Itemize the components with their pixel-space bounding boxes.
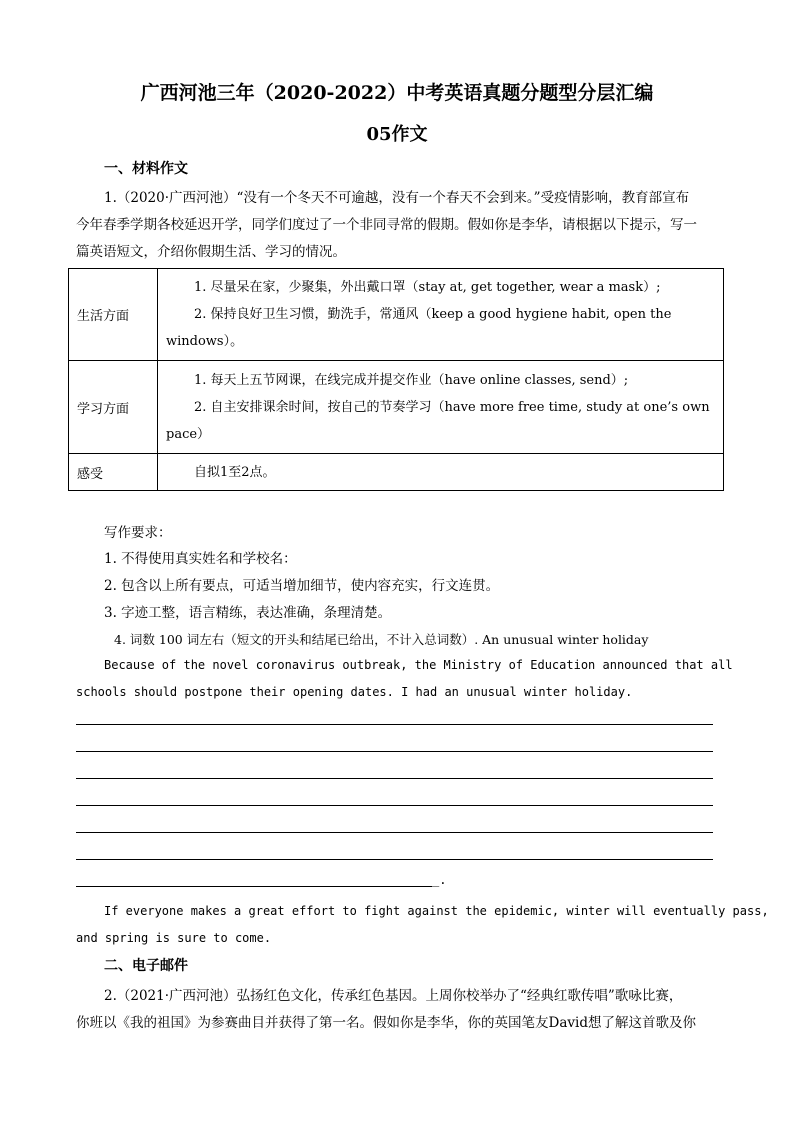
requirements-title: 写作要求： [104, 525, 172, 541]
q1-line1: 1.（2020·广西河池）“没有一个冬天不可逾越，没有一个春天不会到来。”受疫情影响，教育部宣布 [104, 190, 690, 206]
answer-line[interactable] [76, 832, 713, 833]
answer-line[interactable] [76, 778, 713, 779]
document-subtitle: 05作文 [366, 124, 428, 145]
row-line: windows）。 [166, 334, 244, 349]
section1-heading: 一、材料作文 [104, 161, 188, 177]
row-line: 2. 保持良好卫生习惯，勤洗手，常通风（keep a good hygiene habit, open the [194, 307, 672, 322]
answer-line[interactable] [76, 805, 713, 806]
document-title: 广西河池三年（2020-2022）中考英语真题分题型分层汇编 [140, 82, 654, 104]
row-label: 学习方面 [69, 361, 158, 454]
q1-line2: 今年春季学期各校延迟开学，同学们度过了一个非同寻常的假期。假如你是李华，请根据以下提示，写一 [76, 217, 697, 233]
answer-line[interactable] [76, 751, 713, 752]
essay-start-line2: schools should postpone their opening dates. I had an unusual winter holiday. [76, 685, 633, 699]
table-row [69, 454, 724, 491]
essay-end-line1: If everyone makes a great effort to fight against the epidemic, winter will eventually pass, [104, 904, 769, 918]
row-line: 自拟1至2点。 [194, 464, 276, 480]
answer-line[interactable] [76, 859, 713, 860]
requirement-4: 4. 词数 100 词左右（短文的开头和结尾已给出，不计入总词数）. An unusual winter holiday [114, 632, 649, 647]
row-line: 1. 每天上五节网课，在线完成并提交作业（have online classes, send）; [194, 372, 629, 388]
table-row [69, 269, 724, 361]
row-label: 生活方面 [69, 269, 158, 361]
row-content [158, 361, 724, 454]
essay-end-line2: and spring is sure to come. [76, 931, 272, 945]
q1-line3: 篇英语短文，介绍你假期生活、学习的情况。 [76, 244, 346, 260]
answer-line[interactable] [76, 724, 713, 725]
table-row [69, 361, 724, 454]
row-line: 1. 尽量呆在家，少聚集，外出戴口罩（stay at, get together, wear a mask）; [194, 280, 661, 295]
q2-line1: 2.（2021·广西河池）弘扬红色文化，传承红色基因。上周你校举办了“经典红歌传唱”歌咏比赛， [104, 988, 683, 1004]
q2-line2: 你班以《我的祖国》为参赛曲目并获得了第一名。假如你是李华，你的英国笔友David想了解这首歌及你 [76, 1015, 696, 1031]
row-line: 2. 自主安排课余时间，按自己的节奏学习（have more free time, study at one’s own [194, 399, 710, 415]
row-content [158, 454, 724, 491]
requirement-2: 2. 包含以上所有要点，可适当增加细节，使内容充实，行文连贯。 [104, 578, 500, 594]
prompt-table [68, 268, 724, 491]
answer-line[interactable] [76, 886, 432, 887]
row-content [158, 269, 724, 361]
row-label: 感受 [69, 454, 158, 491]
requirement-1: 1. 不得使用真实姓名和学校名： [104, 551, 297, 567]
row-line: pace） [166, 426, 211, 442]
requirement-3: 3. 字迹工整，语言精练，表达准确，条理清楚。 [104, 605, 392, 621]
section2-heading: 二、电子邮件 [104, 958, 188, 974]
answer-line-end: _. [432, 873, 447, 887]
essay-start-line1: Because of the novel coronavirus outbreak, the Ministry of Education announced that all [104, 658, 733, 672]
